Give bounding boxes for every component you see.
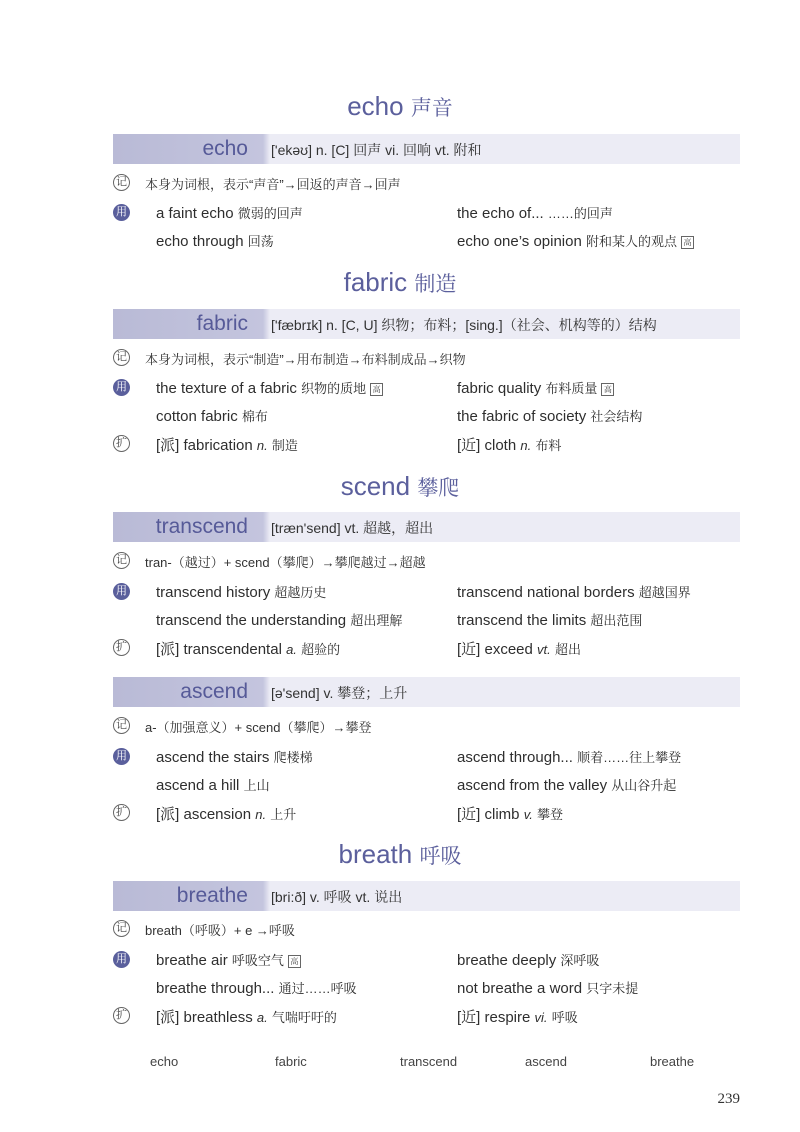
memory-row <box>113 347 740 369</box>
root-heading-scend <box>0 470 800 505</box>
definition: ['fæbrɪk] n. [C, U] 织物；布料；[sing.]（社会、机构等的）结构 <box>271 317 657 333</box>
headword: transcend <box>155 515 248 538</box>
root-meaning: 攀爬 <box>417 477 460 500</box>
headword: ascend <box>180 680 248 703</box>
example: echo through 回荡 <box>156 233 274 250</box>
example: fabric quality 布料质量 高 <box>457 378 614 397</box>
extension-item: [派] ascension n. 上升 <box>156 806 297 823</box>
memory-row <box>113 918 740 940</box>
definition: ['ekəʊ] n. [C] 回声 vi. 回响 vt. 附和 <box>271 142 482 158</box>
extension-item: [派] breathless a. 气喘吁吁的 <box>156 1009 337 1026</box>
memory-row <box>113 172 740 194</box>
footer-word: ascend <box>525 1054 567 1069</box>
memory-text: breath（呼吸）+ e →呼吸 <box>145 923 295 938</box>
headword: echo <box>202 137 248 160</box>
memory-icon: 记 <box>113 920 130 937</box>
definition: [ə'send] v. 攀登；上升 <box>271 685 408 701</box>
high-frequency-icon: 高 <box>288 955 301 968</box>
example: transcend the understanding 超出理解 <box>156 612 403 629</box>
root-word: breath <box>338 839 413 869</box>
definition: [bri:ð] v. 呼吸 vt. 说出 <box>271 889 403 905</box>
example: ascend from the valley 从山谷升起 <box>457 777 677 794</box>
usage-icon: 用 <box>113 379 130 396</box>
memory-text: a-（加强意义）+ scend（攀爬）→攀登 <box>145 720 372 735</box>
example: the fabric of society 社会结构 <box>457 408 643 425</box>
usage-icon: 用 <box>113 748 130 765</box>
extension-icon: 扩 <box>113 804 130 821</box>
headword-bar-breathe <box>113 881 740 911</box>
example: ascend a hill 上山 <box>156 777 270 794</box>
example: breathe air 呼吸空气 高 <box>156 950 301 969</box>
example: transcend national borders 超越国界 <box>457 584 691 601</box>
headword-bar-transcend <box>113 512 740 542</box>
memory-row <box>113 715 740 737</box>
extension-item: [近] cloth n. 布料 <box>457 437 562 454</box>
memory-text: tran-（越过）+ scend（攀爬）→攀爬越过→超越 <box>145 555 426 570</box>
root-meaning: 制造 <box>414 273 457 296</box>
extension-item: [派] fabrication n. 制造 <box>156 437 298 454</box>
example: echo one’s opinion 附和某人的观点 高 <box>457 231 694 250</box>
headword-bar-ascend <box>113 677 740 707</box>
example: ascend the stairs 爬楼梯 <box>156 749 313 766</box>
example: a faint echo 微弱的回声 <box>156 205 303 222</box>
high-frequency-icon: 高 <box>681 236 694 249</box>
example: not breathe a word 只字未提 <box>457 980 639 997</box>
usage-icon: 用 <box>113 583 130 600</box>
example: the echo of... ……的回声 <box>457 205 613 222</box>
memory-row <box>113 550 740 572</box>
example: breathe deeply 深呼吸 <box>457 952 600 969</box>
headword: breathe <box>176 884 248 907</box>
memory-text: 本身为词根，表示“声音”→回返的声音→回声 <box>145 177 401 192</box>
example: transcend the limits 超出范围 <box>457 612 643 629</box>
usage-icon: 用 <box>113 204 130 221</box>
high-frequency-icon: 高 <box>370 383 383 396</box>
footer-word: breathe <box>650 1054 695 1069</box>
memory-icon: 记 <box>113 552 130 569</box>
high-frequency-icon: 高 <box>601 383 614 396</box>
extension-item: [派] transcendental a. 超验的 <box>156 641 341 658</box>
root-heading-breath <box>0 838 800 873</box>
footer-word: echo <box>150 1054 179 1069</box>
definition: [træn'send] vt. 超越，超出 <box>271 520 434 536</box>
memory-text: 本身为词根，表示“制造”→用布制造→布料制成品→织物 <box>145 352 466 367</box>
page-number: 239 <box>717 1091 740 1107</box>
memory-icon: 记 <box>113 174 130 191</box>
extension-icon: 扩 <box>113 435 130 452</box>
usage-icon: 用 <box>113 951 130 968</box>
headword: fabric <box>196 312 248 335</box>
root-heading-fabric <box>0 266 800 301</box>
footer-word: transcend <box>400 1054 458 1069</box>
extension-item: [近] climb v. 攀登 <box>457 806 564 823</box>
example: transcend history 超越历史 <box>156 584 327 601</box>
extension-icon: 扩 <box>113 639 130 656</box>
root-word: scend <box>340 471 411 501</box>
footer-word: fabric <box>275 1054 307 1069</box>
example: ascend through... 顺着……往上攀登 <box>457 749 682 766</box>
root-word: echo <box>347 91 404 121</box>
root-meaning: 声音 <box>410 97 453 120</box>
headword-bar-fabric <box>113 309 740 339</box>
extension-item: [近] exceed vt. 超出 <box>457 641 581 658</box>
headword-bar-echo <box>113 134 740 164</box>
root-word: fabric <box>343 267 408 297</box>
extension-item: [近] respire vi. 呼吸 <box>457 1009 578 1026</box>
example: cotton fabric 棉布 <box>156 408 268 425</box>
root-meaning: 呼吸 <box>419 845 462 868</box>
root-heading-echo <box>0 90 800 125</box>
example: the texture of a fabric 织物的质地 高 <box>156 378 383 397</box>
memory-icon: 记 <box>113 717 130 734</box>
example: breathe through... 通过……呼吸 <box>156 980 357 997</box>
extension-icon: 扩 <box>113 1007 130 1024</box>
memory-icon: 记 <box>113 349 130 366</box>
